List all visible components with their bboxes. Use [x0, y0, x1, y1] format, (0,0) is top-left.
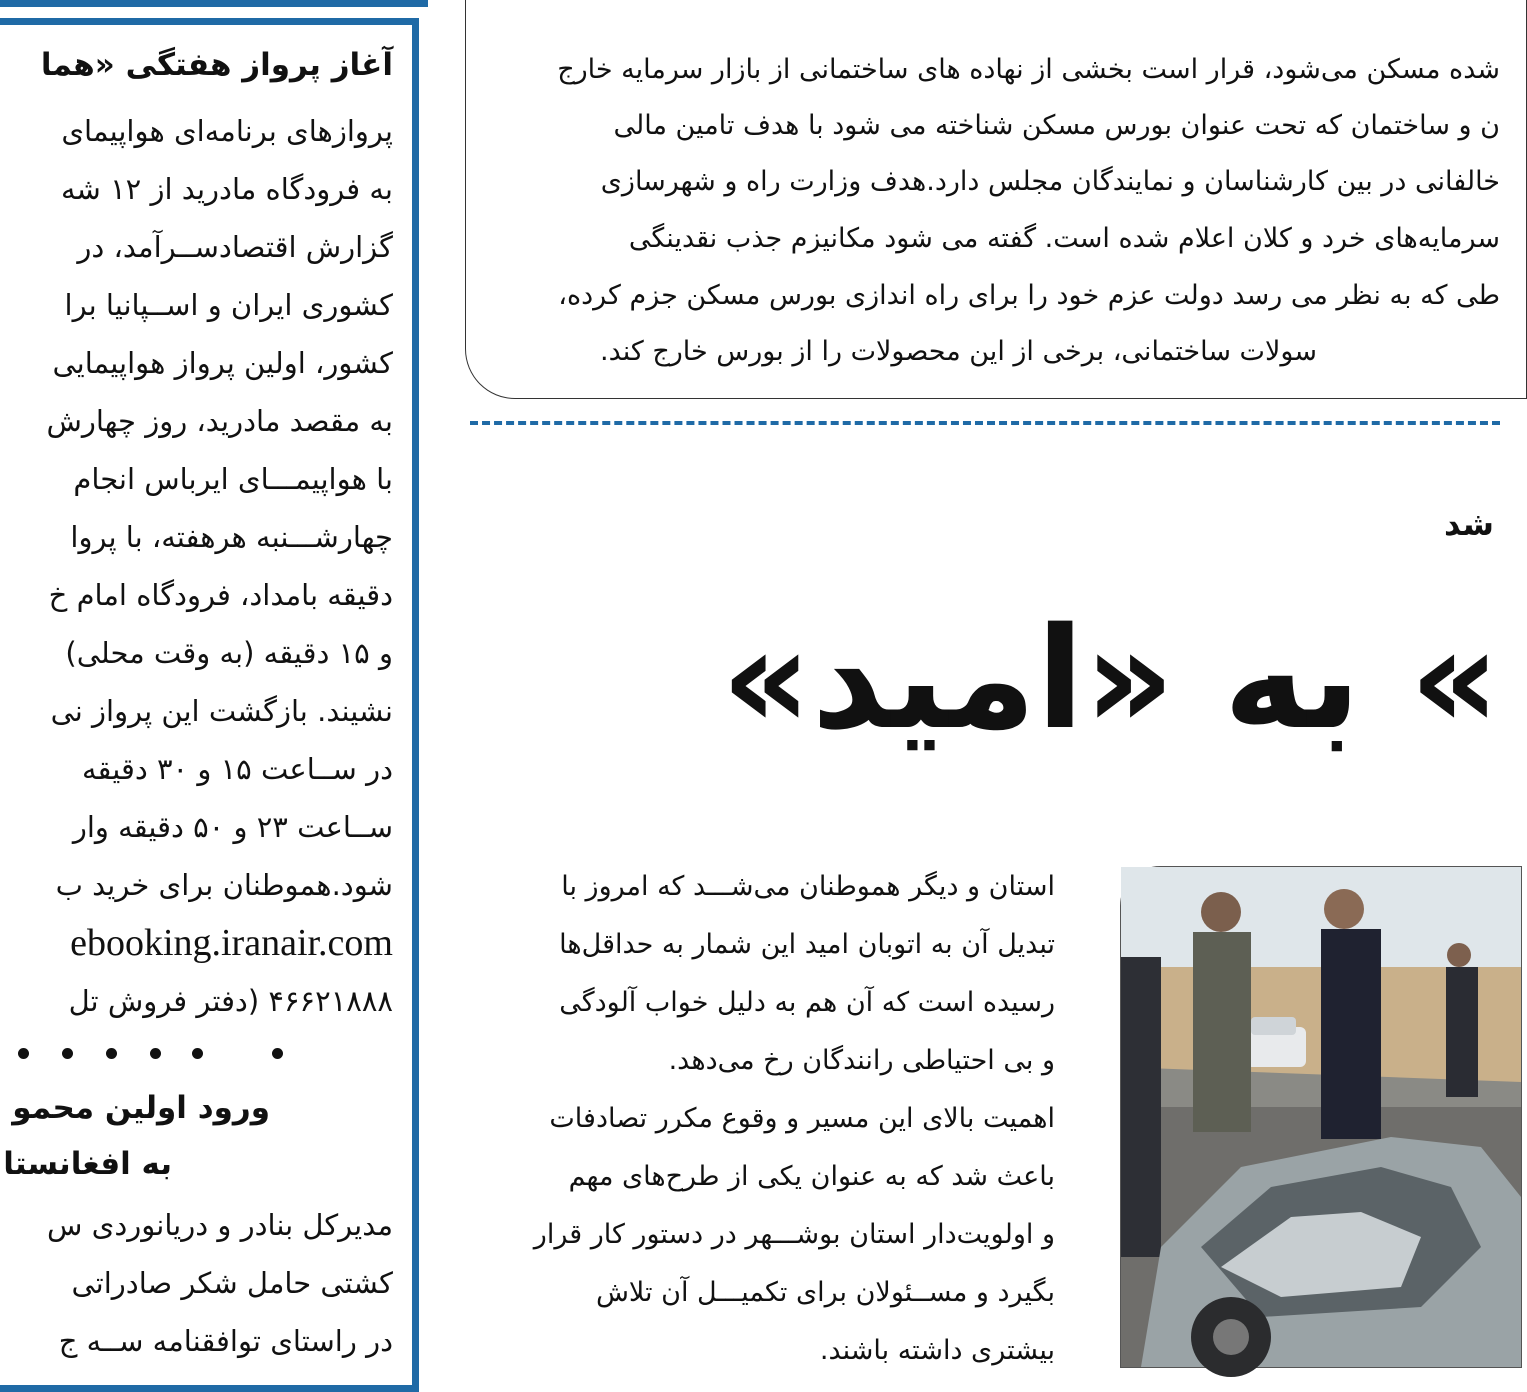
text-line: بیشتری داشته باشند.	[819, 1335, 1055, 1366]
text-line: شود.هموطنان برای خرید ب	[55, 868, 393, 902]
sidebar-story2-body	[0, 1196, 393, 1370]
text-line: به فرودگاه مادرید از ۱۲ شه	[61, 172, 393, 206]
sidebar-story2-title-line2: به افغانستا	[3, 1146, 172, 1182]
section-divider	[470, 421, 1500, 425]
text-line: رسیده است که آن هم به دلیل خواب آلودگی	[559, 987, 1055, 1018]
sidebar-story1-body	[0, 102, 393, 1030]
text-line: کشتی حامل شکر صادراتی	[71, 1266, 393, 1300]
text-line: نشیند. بازگشت این پرواز نی	[50, 694, 393, 728]
text-line: تبدیل آن به اتوبان امید این شمار به حداقل‌ها	[559, 929, 1055, 960]
text-line: سرمایه‌های خرد و کلان اعلام شده است. گفته می شود مکانیزم جذب نقدینگی	[628, 223, 1500, 254]
text-line: و بی احتیاطی رانندگان رخ می‌دهد.	[668, 1045, 1055, 1076]
text-line: باعث شد که به عنوان یکی از طرح‌های مهم	[568, 1161, 1055, 1192]
sidebar-story1-title: آغاز پرواز هفتگی «هما	[40, 47, 393, 83]
text-line: خالفانی در بین کارشناسان و نمایندگان مجلس دارد.هدف وزارت راه و شهرسازی	[600, 166, 1500, 197]
text-line: سولات ساختمانی، برخی از این محصولات را از بورس خارج کند.	[600, 336, 1317, 367]
text-line: با هواپیمـــای ایرباس انجام	[73, 462, 393, 496]
text-line: دقیقه بامداد، فرودگاه امام خ	[48, 578, 393, 612]
text-line: اهمیت بالای این مسیر و وقوع مکرر تصادفات	[549, 1103, 1055, 1134]
text-line: ۴۶۶۲۱۸۸۸ (دفتر فروش تل	[68, 984, 393, 1018]
text-line: گزارش اقتصادســرآمد، در	[77, 230, 393, 264]
text-line: و اولویت‌دار استان بوشـــهر در دستور کار قرار	[533, 1219, 1055, 1250]
sidebar-top-border	[0, 0, 428, 7]
text-line: مدیرکل بنادر و دریانوردی س	[47, 1208, 393, 1242]
text-line: و ۱۵ دقیقه (به وقت محلی)	[65, 636, 393, 670]
text-line: شده مسکن می‌شود، قرار است بخشی از نهاده های ساختمانی از بازار سرمایه خارج	[557, 54, 1500, 85]
sidebar-separator-dots	[10, 1038, 310, 1068]
text-line: ســاعت ۲۳ و ۵۰ دقیقه وار	[72, 810, 393, 844]
article-kicker: شد	[1444, 505, 1494, 543]
text-line: چهارشـــنبه هرهفته، با پروا	[70, 520, 393, 554]
article-headline: » به «امید»	[721, 598, 1500, 761]
text-line: کشوری ایران و اســپانیا برا	[64, 288, 393, 322]
text-line: در راستای توافقنامه ســه ج	[58, 1324, 393, 1358]
text-line: پروازهای برنامه‌ای هواپیمای	[61, 114, 393, 148]
photo-illustration	[1121, 867, 1521, 1367]
sidebar-url: ebooking.iranair.com	[70, 922, 393, 964]
text-line: به مقصد مادرید، روز چهارش	[46, 404, 393, 438]
car-crash-photo	[1120, 866, 1522, 1368]
sidebar-story2-title-line1: ورود اولین محمو	[12, 1090, 270, 1126]
text-line: استان و دیگر هموطنان می‌شـــد که امروز با	[561, 871, 1055, 902]
text-line: در ســاعت ۱۵ و ۳۰ دقیقه	[82, 752, 393, 786]
text-line: کشور، اولین پرواز هواپیمایی	[52, 346, 393, 380]
text-line: طی که به نظر می رسد دولت عزم خود را برای راه اندازی بورس مسکن جزم کرده،	[558, 280, 1500, 311]
text-line: ن و ساختمان که تحت عنوان بورس مسکن شناخته می شود با هدف تامین مالی	[613, 110, 1500, 141]
text-line: بگیرد و مســئولان برای تکمیـــل آن تلاش	[595, 1277, 1055, 1308]
